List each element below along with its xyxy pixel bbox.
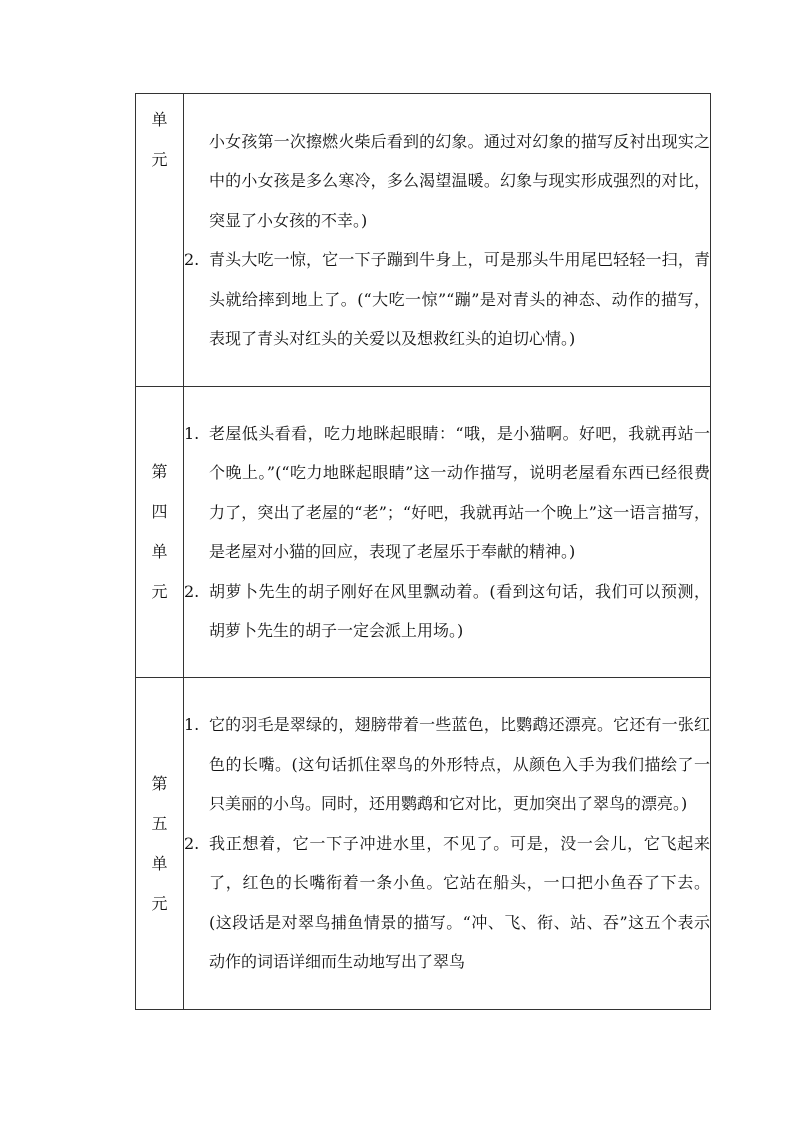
- unit-label-char: 五: [151, 813, 168, 833]
- item-text: 它的羽毛是翠绿的，翅膀带着一些蓝色，比鹦鹉还漂亮。它还有一张红色的长嘴。(这句话抓住翠鸟的外形特点，从颜色入手为我们描绘了一只美丽的小鸟。同时，还用鹦鹉和它对比，更加突出了翠鸟的漂亮。): [209, 715, 710, 814]
- list-item: [184, 824, 710, 982]
- item-text: 老屋低头看看，吃力地眯起眼睛：“哦，是小猫啊。好吧，我就再站一个晚上。”(“吃力地眯起眼睛”这一动作描写，说明老屋看东西已经很费力了，突出了老屋的“老”；“好吧，我就再站一个晚上”这一语言描写，是老屋对小猫的回应，表现了老屋乐于奉献的精神。): [209, 423, 710, 561]
- table-row: [136, 387, 711, 678]
- unit-label-char: 元: [151, 150, 168, 169]
- item-text: 青头大吃一惊，它一下子蹦到牛身上，可是那头牛用尾巴轻轻一扫，青头就给摔到地上了。(“大吃一惊”“蹦”是对青头的神态、动作的描写，表现了青头对红头的关爱以及想救红头的迫切心情。): [209, 250, 710, 348]
- item-text: 胡萝卜先生的胡子刚好在风里飘动着。(看到这句话，我们可以预测，胡萝卜先生的胡子一定会派上用场。): [209, 581, 710, 640]
- unit-label-char: 第: [151, 773, 168, 793]
- item-text: 我正想着，它一下子冲进水里，不见了。可是，没一会儿，它飞起来了，红色的长嘴衔着一条小鱼。它站在船头，一口把小鱼吞了下去。(这段话是对翠鸟捕鱼情景的描写。“冲、飞、衔、站、吞”这五个表示动作的词语详细而生动地写出了翠鸟: [209, 833, 710, 972]
- unit-label-char: 单: [151, 542, 168, 561]
- list-item: [184, 414, 710, 572]
- table-row: [136, 94, 711, 387]
- unit-label-char: 元: [151, 582, 168, 601]
- unit-label-cell: [136, 387, 184, 678]
- unit-label-cell: [136, 678, 184, 1010]
- content-cell: [184, 678, 711, 1010]
- unit-label-char: 单: [151, 853, 168, 873]
- annotation-table: [135, 93, 711, 1010]
- list-item: [184, 572, 710, 651]
- item-number: 1.: [184, 423, 200, 443]
- content-cell: [184, 387, 711, 678]
- item-number: 1.: [184, 715, 200, 735]
- unit-label-char: 单: [151, 110, 168, 129]
- content-cell: [184, 94, 711, 387]
- item-number: 2.: [184, 250, 200, 269]
- unit-label-char: 四: [151, 502, 168, 521]
- table-row: [136, 678, 711, 1010]
- list-item: [184, 240, 710, 359]
- unit-label-char: 第: [151, 462, 168, 481]
- item-number: 2.: [184, 581, 200, 601]
- list-item: [184, 705, 710, 824]
- item-number: 2.: [184, 833, 200, 853]
- unit-label-char: 元: [151, 893, 168, 913]
- unit-label-cell: [136, 94, 184, 387]
- continuation-text: 小女孩第一次擦燃火柴后看到的幻象。通过对幻象的描写反衬出现实之中的小女孩是多么寒冷，多么渴望温暖。幻象与现实形成强烈的对比，突显了小女孩的不幸。): [209, 131, 710, 230]
